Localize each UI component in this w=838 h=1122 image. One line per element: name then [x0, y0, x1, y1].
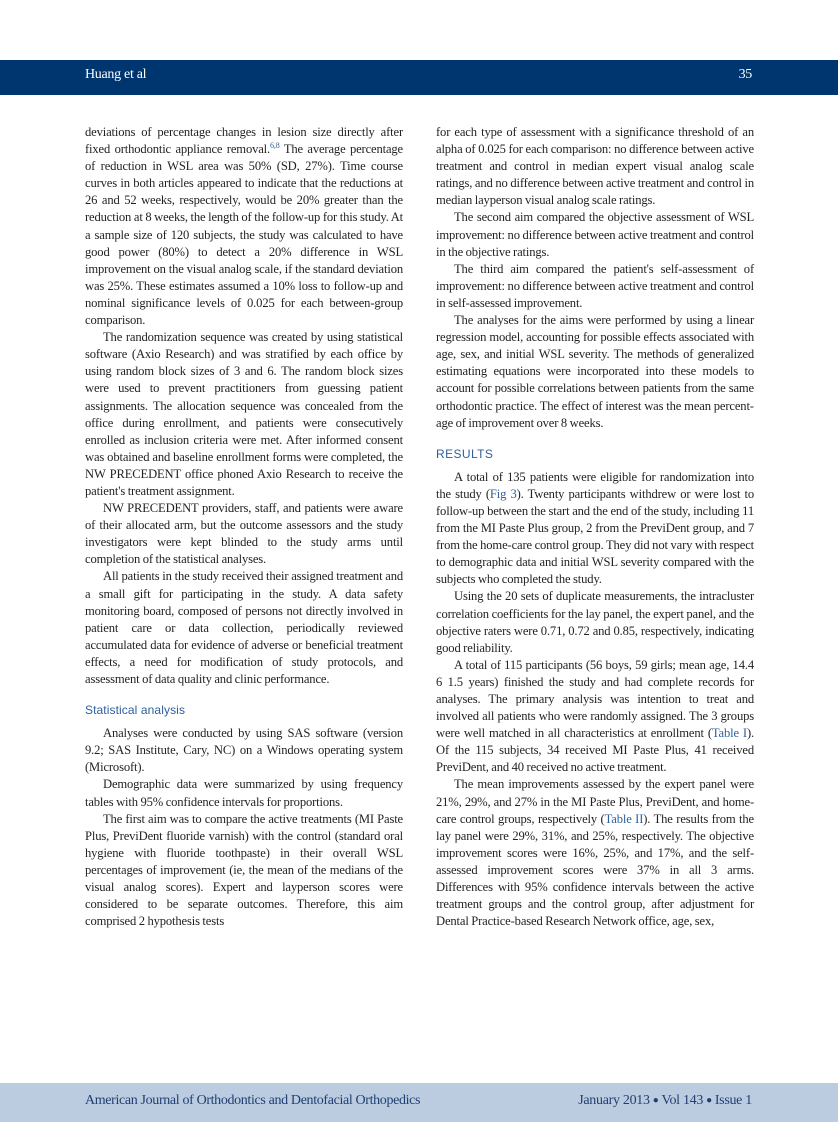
paragraph: All patients in the study received their assigned treatment and a small gift for participating in the study. A data safety monitoring board, composed of persons not directly involved in patient care or data collection, periodically reviewed accumulated data for evidence of adverse or beneficial treatment effects, a need for modification of study protocols, and assessment of data quality and clinic performance.	[85, 569, 403, 686]
bullet-separator-icon: ●	[652, 1095, 659, 1106]
paragraph: A total of 115 participants (56 boys, 59 girls; mean age, 14.4 6 1.5 years) finished the study and had complete records for analyses. The primary analysis was intention to treat and involved all patients who were randomly assigned. The 3 groups were well matched in all characteristics at enrollment (Table I). Of the 115 subjects, 34 received MI Paste Plus, 41 received PreviDent, and 40 received no active treatment.	[436, 657, 755, 775]
paragraph: Using the 20 sets of duplicate measurements, the intracluster correlation coefficients for the lay panel, the expert panel, and the objective raters were 0.71, 0.72 and 0.85, respectively, indicating good reliability.	[436, 589, 754, 655]
right-column	[436, 124, 754, 930]
paragraph: Demographic data were summarized by using frequency tables with 95% confidence intervals for proportions.	[85, 777, 403, 809]
paragraph: The analyses for the aims were performed by using a linear regression model, accounting for possible effects associated with age, sex, and initial WSL severity. The methods of generalized estimating equations were incorporated into these models to account for possible correlations between patients from the same orthodontic practice. The effect of interest was the mean percentage of improvement over 8 weeks.	[436, 313, 754, 430]
paragraph: The randomization sequence was created by using statistical software (Axio Research) and was stratified by each office by using random block sizes of 3 and 6. The random block sizes were used to prevent practitioners from guessing patient assignments. The allocation sequence was concealed from the office during enrollment, and patients were consecutively enrolled as inclusion criteria were met. After informed consent was obtained and baseline enrollment forms were completed, the NW PRECEDENT office phoned Axio Research to receive the patient's treatment assignment.	[85, 330, 403, 498]
figure-link[interactable]: Fig 3	[489, 486, 517, 501]
paragraph: Analyses were conducted by using SAS software (version 9.2; SAS Institute, Cary, NC) on a Windows operating system (Microsoft).	[85, 726, 403, 775]
paragraph: for each type of assessment with a significance threshold of an alpha of 0.025 for each comparison: no difference between active treatment and control in median expert visual analog scale ratings, and no difference between active treatment and control in median layperson visual analog scale ratings.	[436, 125, 754, 208]
section-heading-statistical-analysis: Statistical analysis	[85, 703, 186, 718]
paragraph: deviations of percentage changes in lesion size directly after fixed orthodontic appliance removal.$^{6,8}$ The average percentage of reduction in WSL area was 50% (SD, 27%). Time course curves in both articles appeared to indicate that the reductions at 26 and 52 weeks, respectively, would be 20% greater than the reduction at 8 weeks, the length of the follow-up for this study. At a sample size of 120 subjects, the study was calculated to have good power (80%) to detect a 20% difference in WSL improvement on the visual analog scale, if the standard deviation was 25%. These estimates assumed a 10% loss to follow-up and nominal significance levels of 0.025 for each between-group comparison.	[85, 125, 403, 328]
page-number: 35	[738, 67, 752, 82]
running-head-author: Huang et al	[85, 67, 147, 82]
issue-info	[578, 1093, 752, 1109]
left-column	[85, 124, 403, 930]
paragraph: NW PRECEDENT providers, staff, and patients were aware of their allocated arm, but the outcome assessors and the study investigators were kept blinded to the study arms until completion of the statistical analyses.	[85, 501, 403, 567]
issue-date: January 2013	[578, 1093, 650, 1108]
running-footer	[0, 1083, 838, 1122]
journal-title: American Journal of Orthodontics and Dentofacial Orthopedics	[85, 1093, 421, 1108]
volume: Vol 143	[661, 1093, 704, 1108]
paragraph: The second aim compared the objective assessment of WSL improvement: no difference between active treatment and control in the objective ratings.	[436, 210, 754, 259]
paragraph: The first aim was to compare the active treatments (MI Paste Plus, PreviDent fluoride varnish) with the control (standard oral hygiene with fluoride toothpaste) in their overall WSL percentages of improvement (ie, the mean of the medians of the visual analog scores). Expert and layperson scores were considered to be separate outcomes. Therefore, this aim comprised 2 hypothesis tests	[85, 811, 403, 929]
table-link[interactable]: Table II	[604, 811, 644, 826]
running-header	[0, 60, 838, 95]
paragraph: The third aim compared the patient's self-assessment of improvement: no difference between active treatment and control in self-assessed improvement.	[436, 261, 754, 310]
bullet-separator-icon: ●	[706, 1095, 712, 1106]
citation-reference[interactable]: 6,8	[270, 141, 280, 151]
table-link[interactable]: Table I	[711, 726, 747, 741]
issue-number: Issue 1	[714, 1093, 752, 1108]
paragraph: The mean improvements assessed by the expert panel were 21%, 29%, and 27% in the MI Paste Plus, PreviDent, and home-care control groups, respectively (Table II). The results from the lay panel were 29%, 31%, and 25%, respectively. The objective improvement scores were 16%, 25%, and 17%, and the self-assessed improvement scores were 37% in all 3 arms. Differences with 95% confidence intervals between the active treatment groups and the control group, after adjustment for Dental Practice-based Research Network office, age, sex,	[436, 777, 754, 929]
paragraph: A total of 135 patients were eligible for randomization into the study (Fig 3). Twenty participants withdrew or were lost to follow-up between the start and the end of the study, including 11 from the MI Paste Plus group, 2 from the PreviDent group, and 7 from the home-care control group. They did not vary with respect to demographic data and initial WSL severity compared with the subjects who completed the study.	[436, 469, 754, 587]
section-heading-results: RESULTS	[436, 446, 494, 461]
